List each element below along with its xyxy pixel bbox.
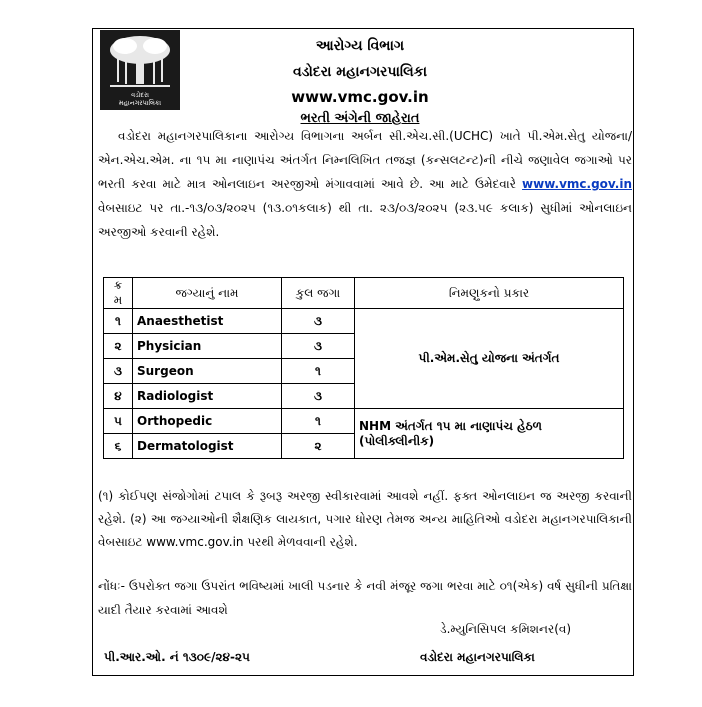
row-post-count: ૩ xyxy=(282,384,355,409)
row-post-count: ૩ xyxy=(282,309,355,334)
appointment-type-nhm: NHM અંતર્ગત ૧૫ મા નાણાપંચ હેઠળ (પોલીક્લીનીક) xyxy=(355,409,624,459)
footer-corporation: વડોદરા મહાનગરપાલિકા xyxy=(420,650,535,664)
row-post-name: Orthopedic xyxy=(133,409,282,434)
department-heading: આરોગ્ય વિભાગ xyxy=(315,38,405,54)
row-post-count: ૨ xyxy=(282,434,355,459)
logo-caption-city: વડોદરા xyxy=(131,91,149,99)
row-sr: ૧ xyxy=(104,309,133,334)
intro-paragraph xyxy=(98,124,632,244)
row-sr: ૨ xyxy=(104,334,133,359)
intro-website-link[interactable]: www.vmc.gov.in xyxy=(522,177,632,191)
row-sr: ૬ xyxy=(104,434,133,459)
row-post-count: ૧ xyxy=(282,359,355,384)
header-sr: ક્ર મ xyxy=(104,278,133,309)
intro-text-part1: વડોદરા મહાનગરપાલિકાના આરોગ્ય વિભાગના અર્બન સી.એચ.સી.(UCHC) ખાતે પી.એમ.સેતુ યોજના/ એન.એચ.એમ. ના ૧૫ મા નાણાપંચ અંતર્ગત નિમ્નલિખિત તજજ્ઞ (કન્સલટન્ટ)ની નીચે જણાવેલ જગાઓ પર ભરતી કરવા માટે માત્ર ઓનલાઇન અરજીઓ મંગાવવામાં આવે છે. આ માટે ઉમેદવારે xyxy=(98,129,632,191)
table-row xyxy=(104,409,624,434)
pro-reference-number: પી.આર.ઓ. નં ૧૩૦૯/૨૪-૨૫ xyxy=(104,650,250,664)
row-sr: ૫ xyxy=(104,409,133,434)
vmc-logo xyxy=(100,30,180,110)
intro-text-part2: વેબસાઇટ પર તા.-૧૩/૦૩/૨૦૨૫ (૧૩.૦૧કલાક) થી તા. ૨૩/૦૩/૨૦૨૫ (૨૩.૫૯ કલાક) સુધીમાં ઓનલાઇન અરજીઓ કરવાની રહેશે. xyxy=(98,201,632,239)
header-total-posts: કુલ જગા xyxy=(282,278,355,309)
conditions-paragraph xyxy=(98,485,632,554)
row-post-name: Dermatologist xyxy=(133,434,282,459)
row-sr: ૪ xyxy=(104,384,133,409)
website-heading: www.vmc.gov.in xyxy=(291,88,429,106)
row-post-count: ૩ xyxy=(282,334,355,359)
posts-table xyxy=(103,277,624,459)
header-appointment-type: નિમણુકનો પ્રકાર xyxy=(355,278,624,309)
row-post-name: Anaesthetist xyxy=(133,309,282,334)
row-post-name: Physician xyxy=(133,334,282,359)
notice-title: ભરતી અંગેની જાહેરાત xyxy=(300,111,420,126)
header-post-name: જગ્યાનું નામ xyxy=(133,278,282,309)
row-sr: ૩ xyxy=(104,359,133,384)
row-post-name: Surgeon xyxy=(133,359,282,384)
row-post-name: Radiologist xyxy=(133,384,282,409)
row-post-count: ૧ xyxy=(282,409,355,434)
corporation-heading: વડોદરા મહાનગરપાલિકા xyxy=(292,64,427,80)
appointment-type-pm-setu: પી.એમ.સેતુ યોજના અંતર્ગત xyxy=(355,309,624,409)
conditions-text-part1: (૧) કોઈપણ સંજોગોમાં ટપાલ કે રૂબરૂ અરજી સ્વીકારવામાં આવશે નહીં. ફક્ત ઓનલાઇન જ અરજી કરવાની રહેશે. (૨) આ જગ્યાઓની શૈક્ષણિક લાયકાત, પગાર ધોરણ તેમજ અન્ય માહિતિઓ વડોદરા મહાનગરપાલિકાની વેબસાઇટ xyxy=(98,489,632,549)
banyan-tree-icon xyxy=(100,30,180,92)
signatory-title: ડે.મ્યુનિસિપલ કમિશનર(વ) xyxy=(440,622,572,636)
conditions-website-link[interactable]: www.vmc.gov.in xyxy=(146,535,244,549)
conditions-text-part2: પરથી મેળવવાની રહેશે. xyxy=(243,535,358,549)
table-header-row xyxy=(104,278,624,309)
note-paragraph: નોંધઃ- ઉપરોક્ત જગા ઉપરાંત ભવિષ્યમાં ખાલી પડનાર કે નવી મંજૂર જગા ભરવા માટે ૦૧(એક) વર્ષ સુધીની પ્રતિક્ષા યાદી તૈયાર કરવામાં આવશે xyxy=(98,579,632,617)
table-row xyxy=(104,309,624,334)
logo-caption-corporation: મહાનગરપાલિકા xyxy=(118,99,162,107)
